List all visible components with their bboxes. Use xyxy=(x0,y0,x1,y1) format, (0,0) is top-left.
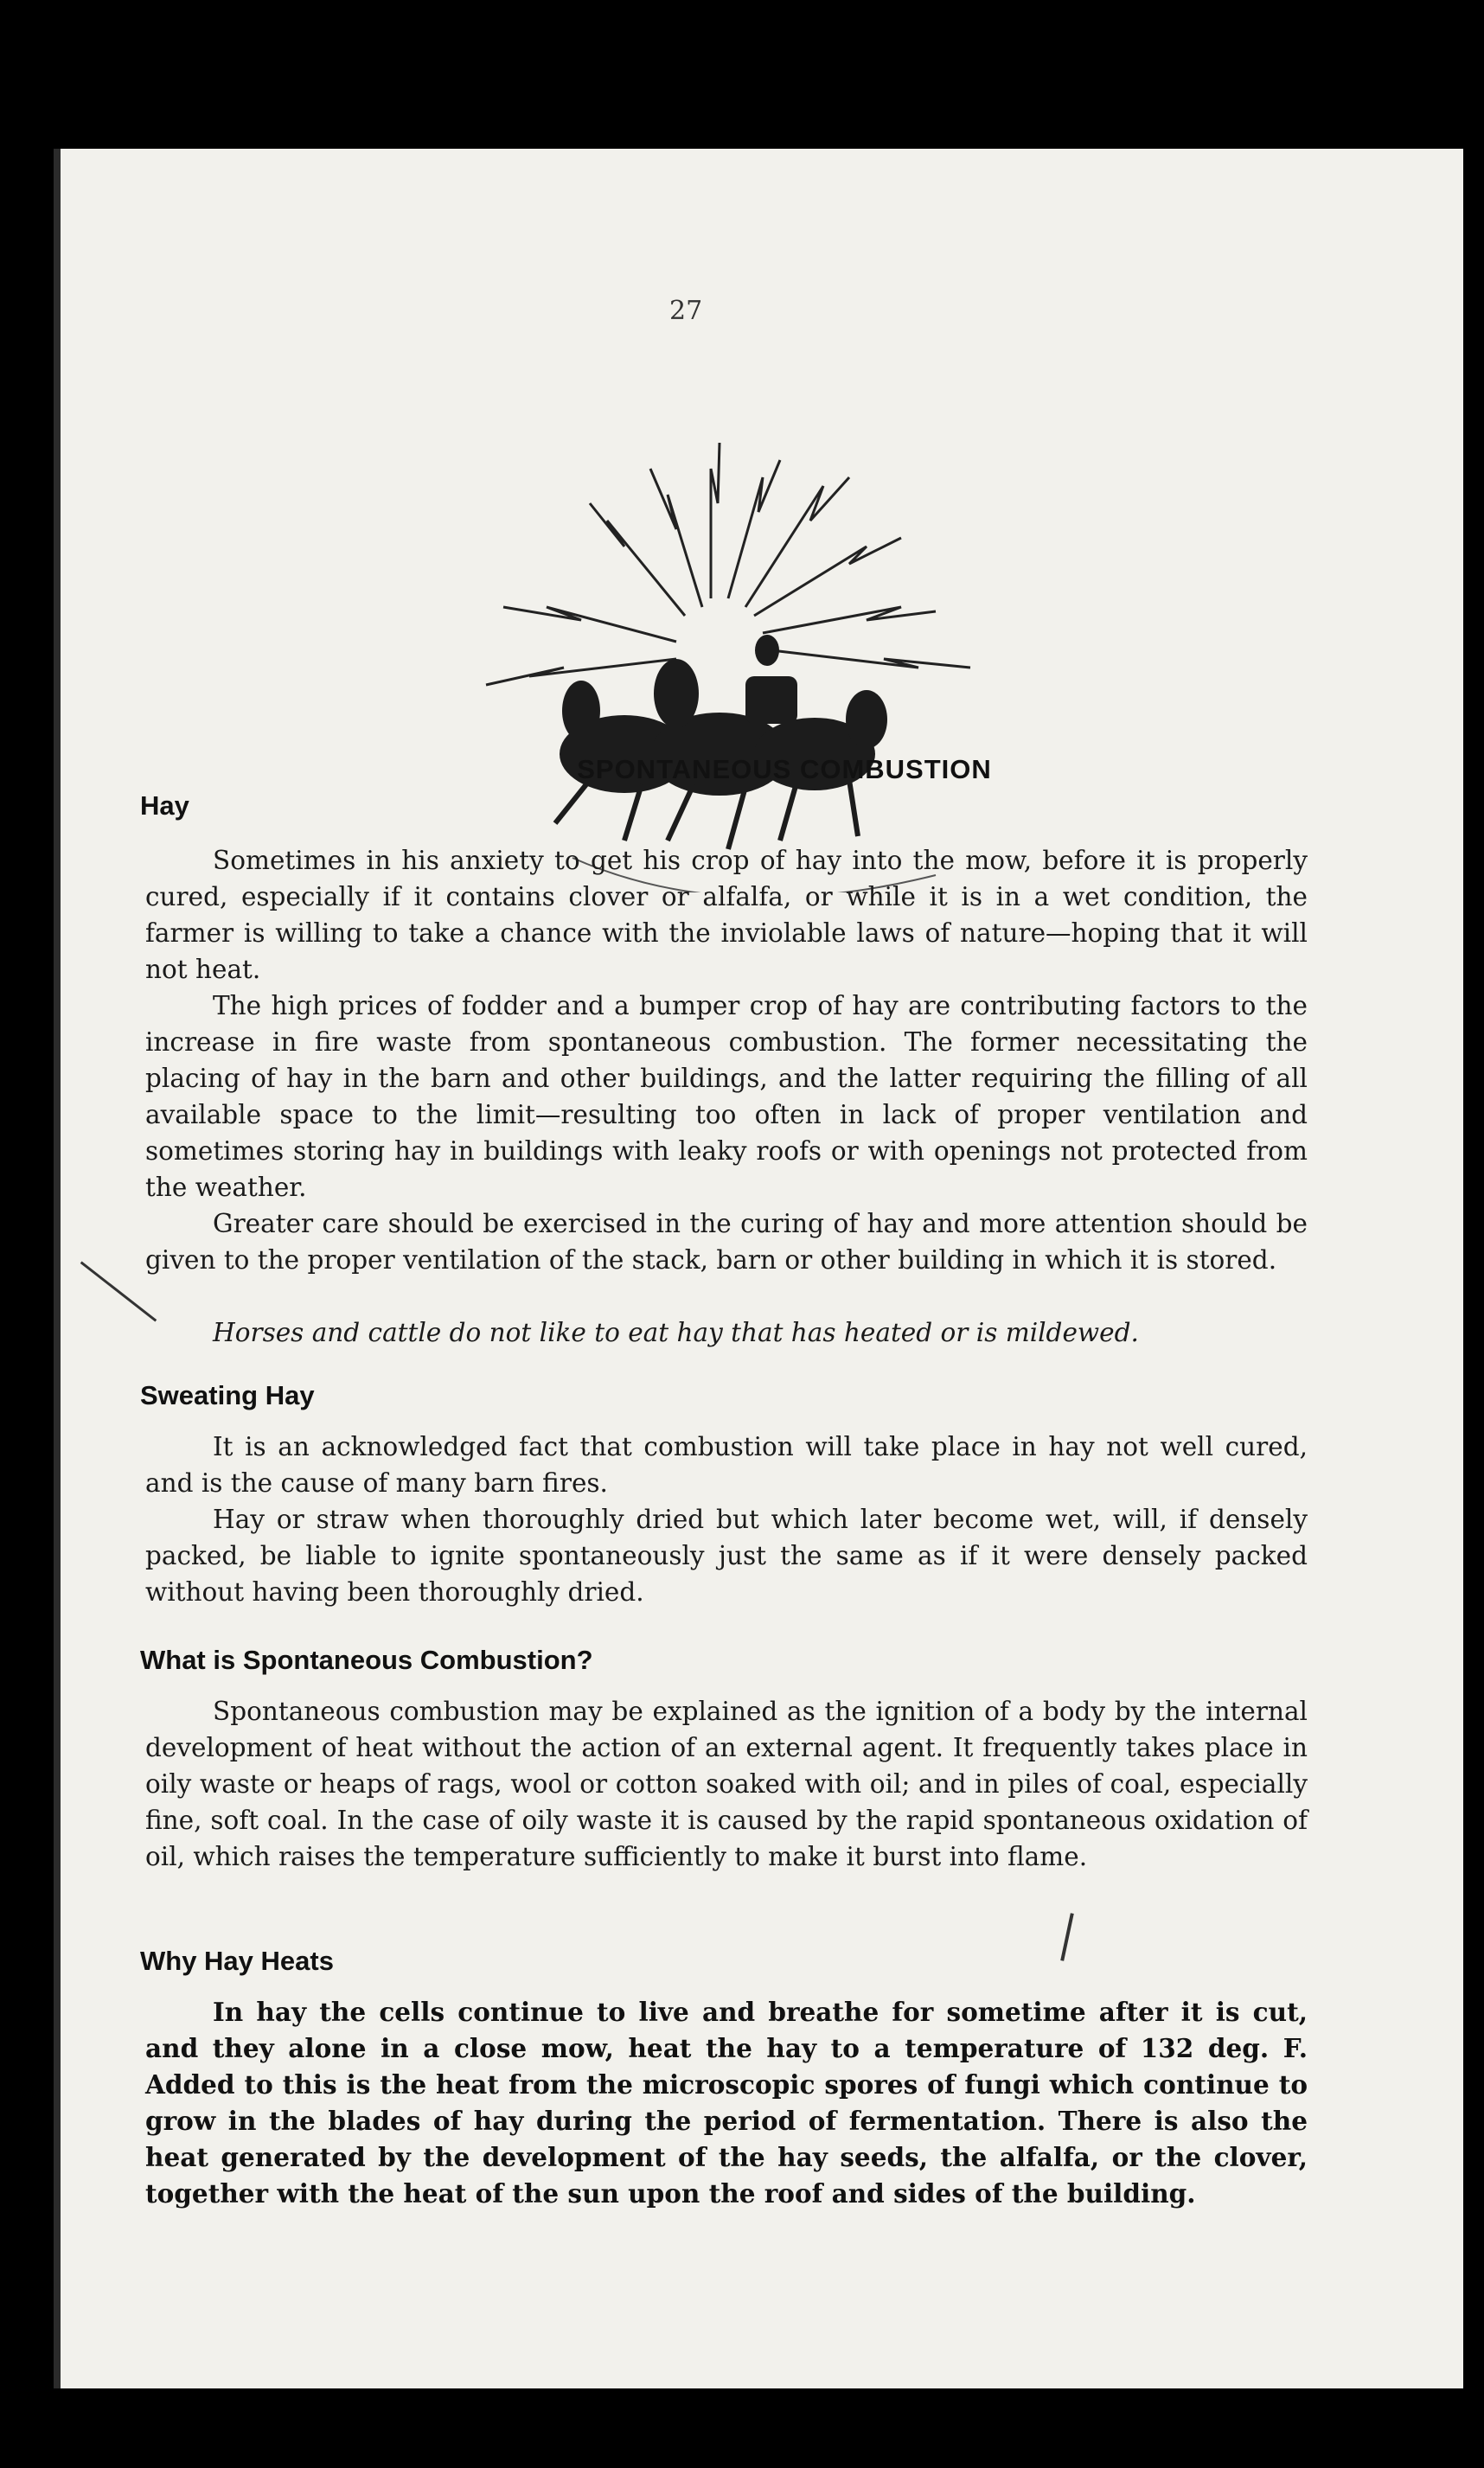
chariot-sun-illustration xyxy=(417,391,1022,892)
paragraph: Hay or straw when thoroughly dried but which later become wet, will, if densely packed, be liable to ignite spontaneously just the same as if it were densely packed without having been thoroughly dried. xyxy=(145,1505,1308,1607)
paragraph-italic: Horses and cattle do not like to eat hay that has heated or is mildewed. xyxy=(213,1318,1139,1347)
paragraph: Greater care should be exercised in the curing of hay and more attention should be given to the proper ventilation of the stack, barn or other building in which it is stored. xyxy=(145,1209,1308,1275)
pencil-mark xyxy=(1060,1913,1074,1961)
section-heading-what-is-spontaneous-combustion: What is Spontaneous Combustion? xyxy=(140,1645,593,1675)
document-page xyxy=(54,149,1463,2388)
section-heading-why-hay-heats: Why Hay Heats xyxy=(140,1946,334,1976)
paragraph-bold: In hay the cells continue to live and breathe for sometime after it is cut, and they alone in a close mow, heat the hay to a temperature of 132 deg. F. Added to this is the heat from the microscopic spores of fungi which continue to grow in the blades of hay during the period of fermentation. There is also the heat generated by the development of the hay seeds, the alfalfa, or the clover, together with the heat of the sun upon the roof and sides of the building. xyxy=(145,1997,1308,2209)
section-heading-sweating-hay: Sweating Hay xyxy=(140,1380,315,1410)
paragraph: Sometimes in his anxiety to get his crop of hay into the mow, before it is properly cured, especially if it contains clover or alfalfa, or while it is in a wet condition, the farmer is willing to take a chance with the inviolable laws of nature—hoping that it will not heat. xyxy=(145,846,1308,984)
paragraph: The high prices of fodder and a bumper crop of hay are contributing factors to the increase in fire waste from spontaneous combustion. The former necessitating the placing of hay in the barn and other buildings, and the latter requiring the filling of all available space to the limit—resulting too often in lack of proper ventilation and sometimes storing hay in buildings with leaky roofs or with openings not protected from the weather. xyxy=(145,991,1308,1202)
page-title: SPONTANEOUS COMBUSTION xyxy=(577,754,992,784)
paragraph: It is an acknowledged fact that combustion will take place in hay not well cured, and is the cause of many barn fires. xyxy=(145,1432,1308,1498)
paragraph: Spontaneous combustion may be explained as the ignition of a body by the internal development of heat without the action of an external agent. It frequently takes place in oily waste or heaps of rags, wool or cotton soaked with oil; and in piles of coal, especially fine, soft coal. In the case of oily waste it is caused by the rapid spontaneous oxidation of oil, which raises the temperature sufficiently to make it burst into flame. xyxy=(145,1697,1308,1871)
page-edge-shadow xyxy=(54,149,61,2388)
section-heading-hay: Hay xyxy=(140,790,189,821)
page-number: 27 xyxy=(669,296,703,326)
